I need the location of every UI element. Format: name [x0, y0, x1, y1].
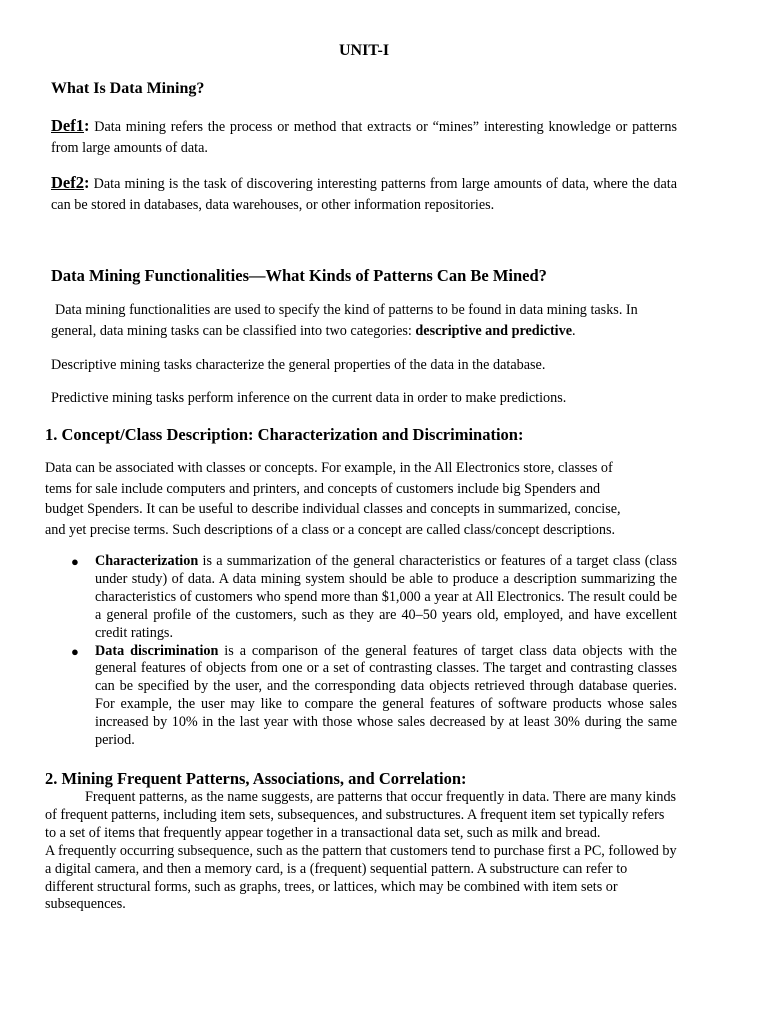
- def2-text: Data mining is the task of discovering interesting patterns from large amounts of data, where the data can be stored in databases, data warehouses, or other information repositories.: [51, 176, 677, 213]
- def2-colon: :: [83, 173, 90, 192]
- predictive-tasks-text: Predictive mining tasks perform inference on the current data in order to make predictions.: [51, 390, 567, 406]
- def1-label: Def1: [51, 116, 84, 135]
- section-1-line: budget Spenders. It can be useful to describe individual classes and concepts in summarized, concise,: [45, 501, 621, 517]
- functionalities-intro-bold: descriptive and predictive: [415, 322, 572, 339]
- bullet-term: Data discrimination: [95, 642, 219, 659]
- what-is-data-mining-heading: What Is Data Mining?: [51, 80, 205, 97]
- descriptive-tasks-text: Descriptive mining tasks characterize the general properties of the data in the database.: [51, 357, 546, 373]
- definition-2: [51, 173, 677, 215]
- bullet-dot-icon: ●: [71, 643, 79, 659]
- bullet-data-discrimination: [71, 642, 677, 750]
- def2-label: Def2: [51, 173, 84, 192]
- functionalities-intro-end: .: [572, 322, 576, 339]
- bullet-term: Characterization: [95, 553, 199, 569]
- functionalities-intro-text: Data mining functionalities are used to specify the kind of patterns to be found in data mining tasks. In general, data mining tasks can be classified into two categories:: [51, 302, 638, 339]
- section-1-bullet-list: [0, 553, 768, 750]
- section-1-heading: 1. Concept/Class Description: Characterization and Discrimination:: [45, 425, 524, 444]
- definition-1: [51, 116, 677, 158]
- def1-text: Data mining refers the process or method that extracts or “mines” interesting knowledge or patterns from large amounts of data.: [51, 119, 677, 156]
- section-1-line: Data can be associated with classes or concepts. For example, in the All Electronics store, classes of: [45, 460, 613, 476]
- def1-colon: :: [83, 116, 90, 135]
- section-2-text: [45, 789, 677, 914]
- functionalities-heading: Data Mining Functionalities—What Kinds of Patterns Can Be Mined?: [51, 266, 547, 285]
- section-2-paragraph-1: [45, 789, 677, 843]
- bullet-dot-icon: ●: [71, 554, 79, 569]
- section-2-heading: 2. Mining Frequent Patterns, Associations, and Correlation:: [45, 769, 467, 788]
- section-2-para-1-text: Frequent patterns, as the name suggests, are patterns that occur frequently in data. There are many kinds of frequent patterns, including item sets, subsequences, and substructures. A frequent item set typically refers to a set of items that frequently appear together in a transactional data set, such as milk and bread.: [45, 789, 677, 841]
- section-1-paragraph: [45, 458, 675, 540]
- functionalities-intro: [51, 300, 677, 341]
- section-1-line: and yet precise terms. Such descriptions of a class or a concept are called class/concept descriptions.: [45, 521, 616, 538]
- bullet-characterization: [71, 553, 677, 643]
- bullet-text: is a comparison of the general features of target class data objects with the general features of objects from one or a set of contrasting classes. The target and contrasting classes can be specified by the user, and the corresponding data objects retrieved through database queries. For example, the user may like to compare the general features of software products whose sales increased by 10% in the last year with those whose sales decreased by at least 30% during the same period.: [95, 642, 677, 749]
- section-2-paragraph-2: A frequently occurring subsequence, such as the pattern that customers tend to purchase first a PC, followed by a digital camera, and then a memory card, is a (frequent) sequential pattern. A substructure can refer to different structural forms, such as graphs, trees, or lattices, which may be combined with item sets or subsequences.: [45, 842, 677, 913]
- page-title: UNIT-I: [338, 42, 390, 59]
- section-1-line: tems for sale include computers and printers, and concepts of customers include big Spenders and: [45, 480, 601, 497]
- bullet-text: is a summarization of the general characteristics or features of a target class (class under study) of data. A data mining system should be able to produce a description summarizing the characteristics of customers who spend more than $1,000 a year at All Electronics. The result could be a general profile of the customers, such as they are 40–50 years old, employed, and have excellent credit ratings.: [95, 553, 677, 641]
